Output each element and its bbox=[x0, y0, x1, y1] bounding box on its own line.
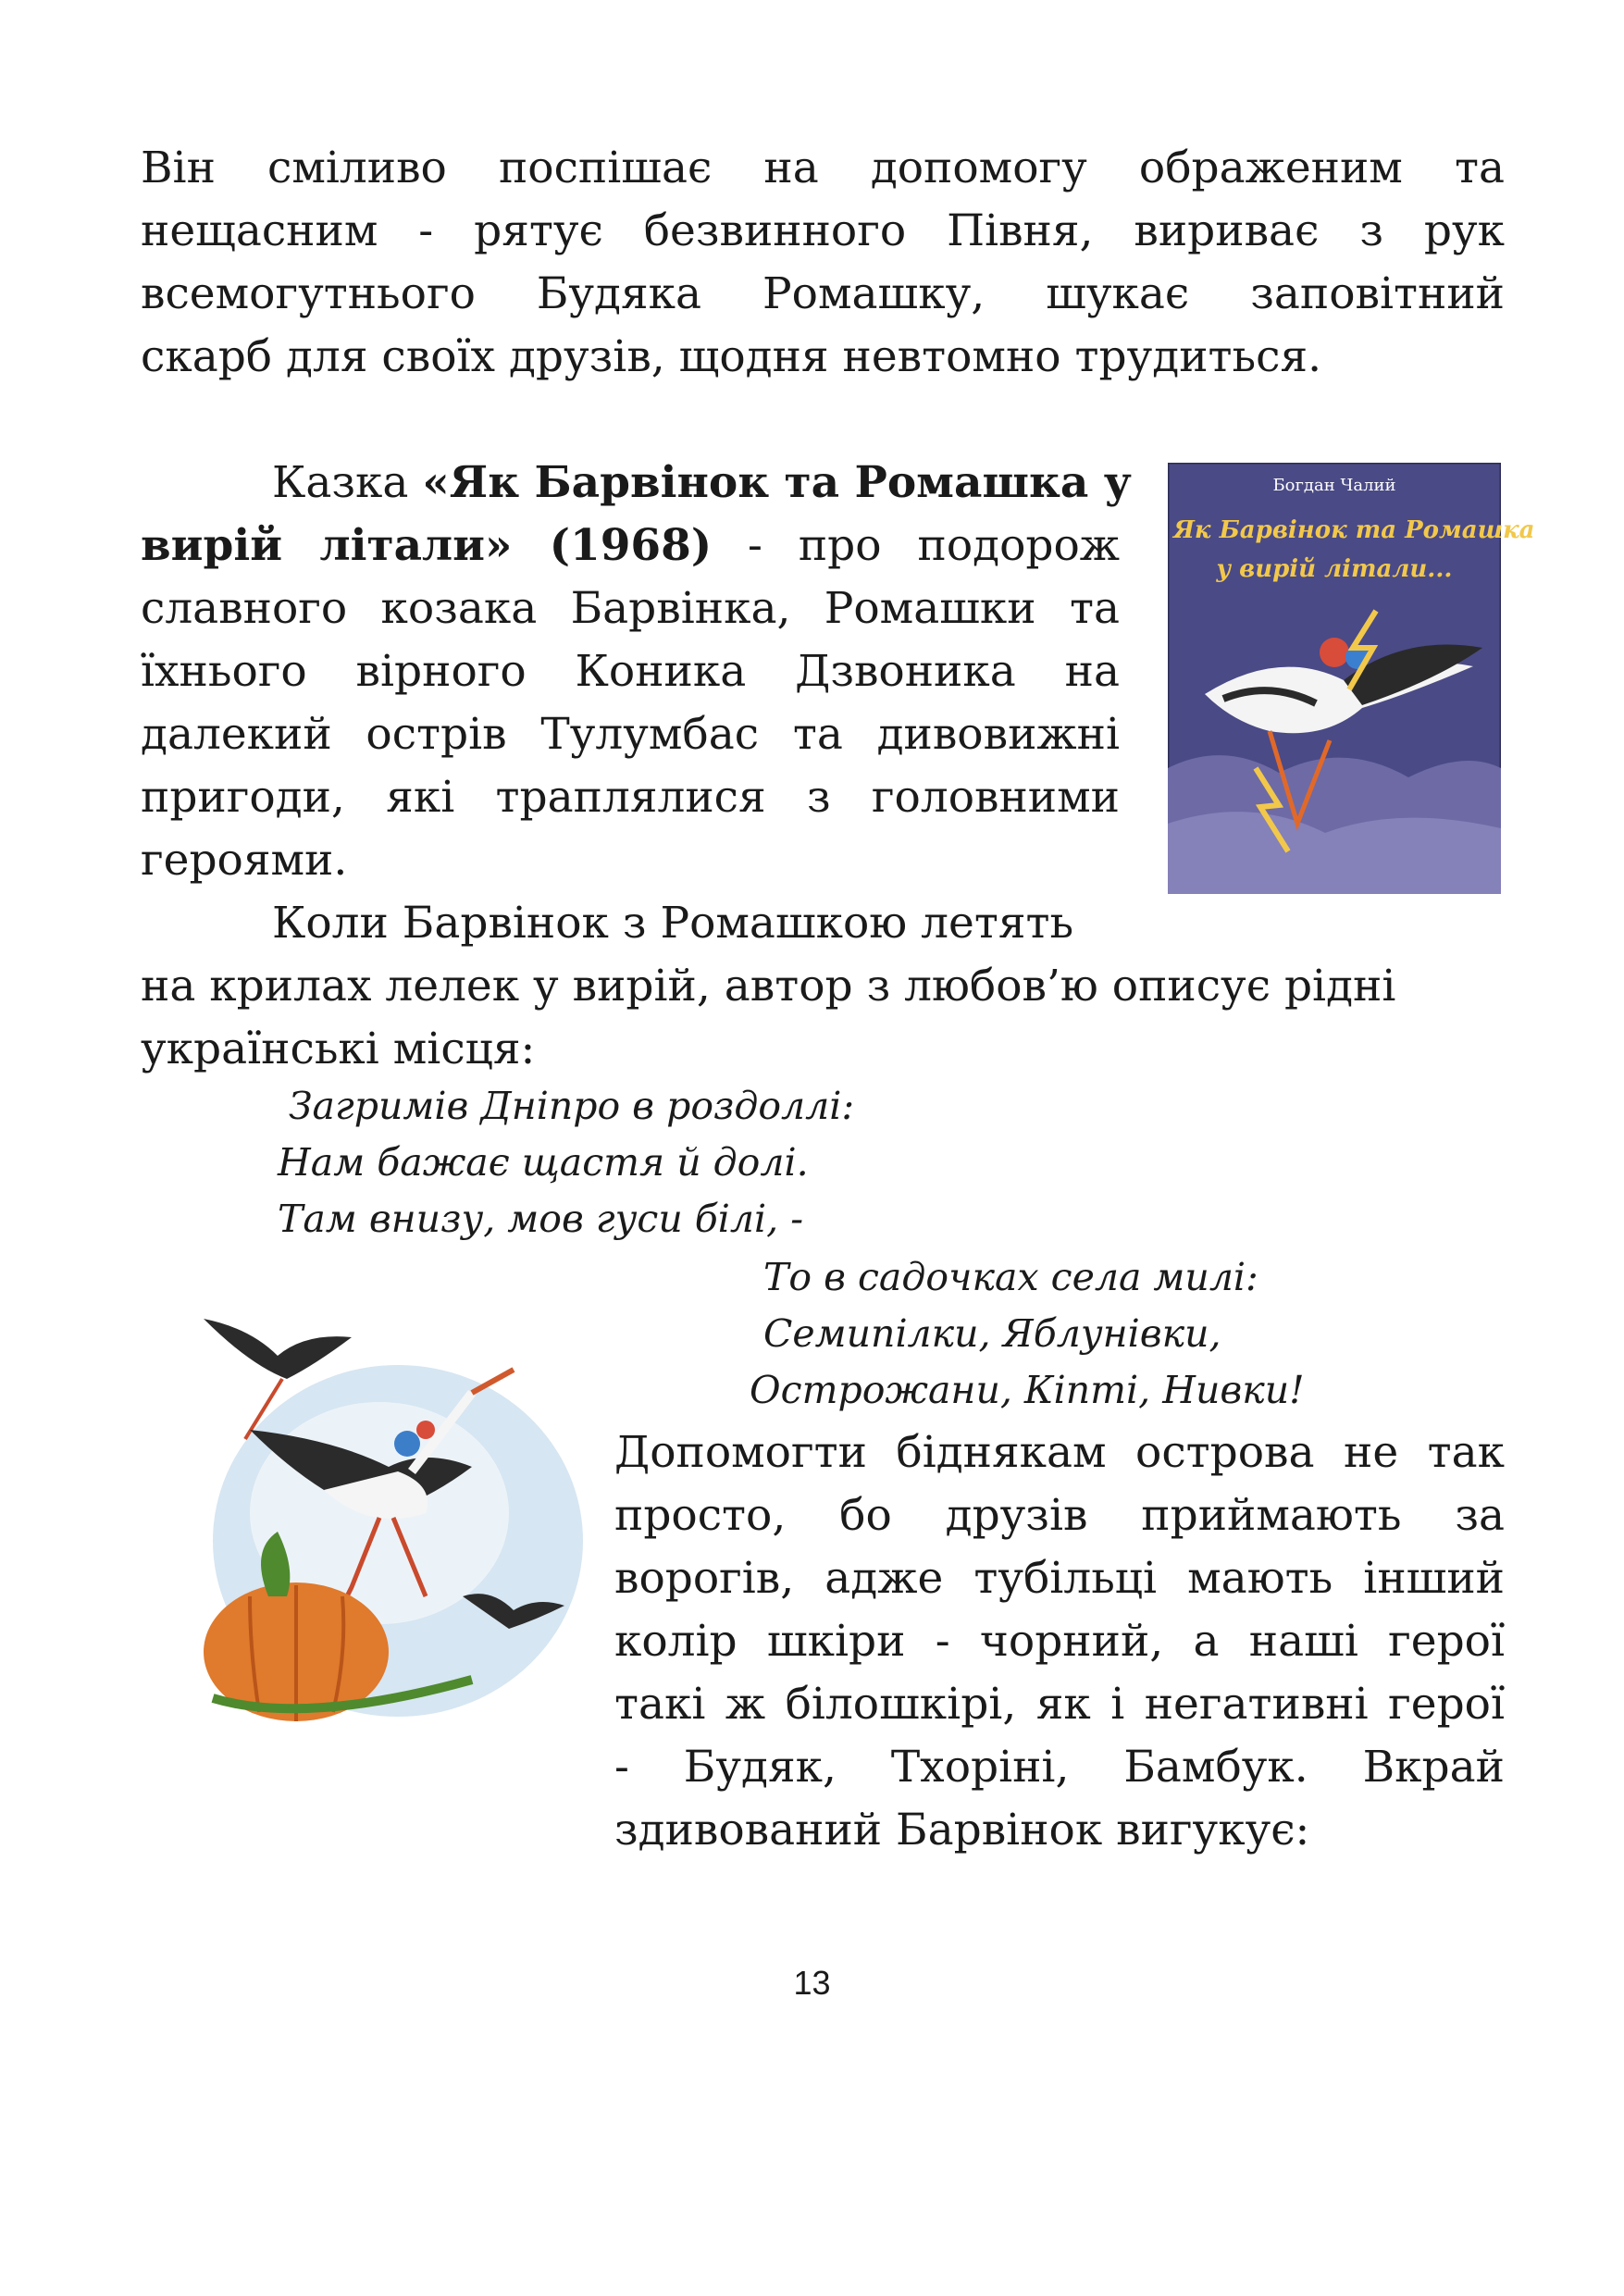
text-line: ворогів, адже тубільці мають інший bbox=[614, 1553, 1505, 1604]
text-line: - Будяк, Тхоріні, Бамбук. Вкрай bbox=[614, 1742, 1505, 1793]
text-line bbox=[141, 515, 1120, 577]
book-title: «Як Барвінок та Ромашка у bbox=[422, 457, 1132, 508]
text-line: славного козака Барвінка, Ромашки та bbox=[141, 583, 1120, 634]
text-line: на крилах лелек у вирій, автор з любов’ю описує рідні bbox=[141, 961, 1396, 1011]
cover-author: Богдан Чалий bbox=[1272, 476, 1396, 495]
cover-title-line-1: Як Барвінок та Ромашка bbox=[1173, 516, 1535, 544]
text-line: Коли Барвінок з Ромашкою летять bbox=[272, 898, 1074, 949]
intro-text: Казка bbox=[272, 457, 423, 508]
paragraph-4 bbox=[614, 1421, 1505, 1862]
text-line: героями. bbox=[141, 835, 348, 886]
poem-stanza-2 bbox=[750, 1249, 1490, 1419]
text-line: їхнього вірного Коника Дзвоника на bbox=[141, 646, 1120, 697]
text-line: нещасним - рятує безвинного Півня, вириває з рук bbox=[141, 205, 1505, 256]
text-line: такі ж білошкірі, як і негативні герої bbox=[614, 1679, 1505, 1730]
text-line bbox=[141, 452, 1132, 515]
book-title-cont: вирій літали» (1968) bbox=[141, 520, 713, 571]
paragraph-1 bbox=[141, 137, 1505, 389]
text-line: здивований Барвінок вигукує: bbox=[614, 1805, 1310, 1855]
poem-line: Семипілки, Яблунівки, bbox=[763, 1311, 1221, 1356]
poem-line: Загримів Дніпро в роздоллі: bbox=[289, 1084, 855, 1128]
poem-line: Нам бажає щастя й долі. bbox=[278, 1140, 809, 1185]
text-line: далекий острів Тулумбас та дивовижні bbox=[141, 709, 1120, 760]
paragraph-2 bbox=[141, 452, 1132, 892]
book-cover-image bbox=[1168, 463, 1535, 894]
text-line: українські місця: bbox=[141, 1024, 536, 1074]
text-line: Він сміливо поспішає на допомогу ображеним та bbox=[141, 143, 1505, 193]
poem-line: Острожани, Кіпті, Нивки! bbox=[750, 1368, 1305, 1412]
text-line: всемогутнього Будяка Ромашку, шукає заповітний bbox=[141, 268, 1505, 319]
storks-illustration bbox=[194, 1291, 601, 1744]
text-line: пригоди, які траплялися з головними bbox=[141, 772, 1120, 823]
poem-line: Там внизу, мов гуси білі, - bbox=[278, 1197, 804, 1241]
after-title: - про подорож bbox=[712, 520, 1120, 571]
poem-line: То в садочках села милі: bbox=[763, 1255, 1258, 1299]
page-number: 13 bbox=[793, 1964, 831, 2002]
poem-stanza-1 bbox=[278, 1078, 1110, 1247]
cover-title-line-2: у вирій літали... bbox=[1216, 555, 1453, 583]
text-line: скарб для своїх друзів, щодня невтомно трудиться. bbox=[141, 331, 1322, 382]
text-line: колір шкіри - чорний, а наші герої bbox=[614, 1616, 1505, 1667]
text-line: Допомогти біднякам острова не так bbox=[614, 1427, 1505, 1478]
text-line: просто, бо друзів приймають за bbox=[614, 1490, 1505, 1541]
paragraph-3 bbox=[141, 892, 1505, 1081]
